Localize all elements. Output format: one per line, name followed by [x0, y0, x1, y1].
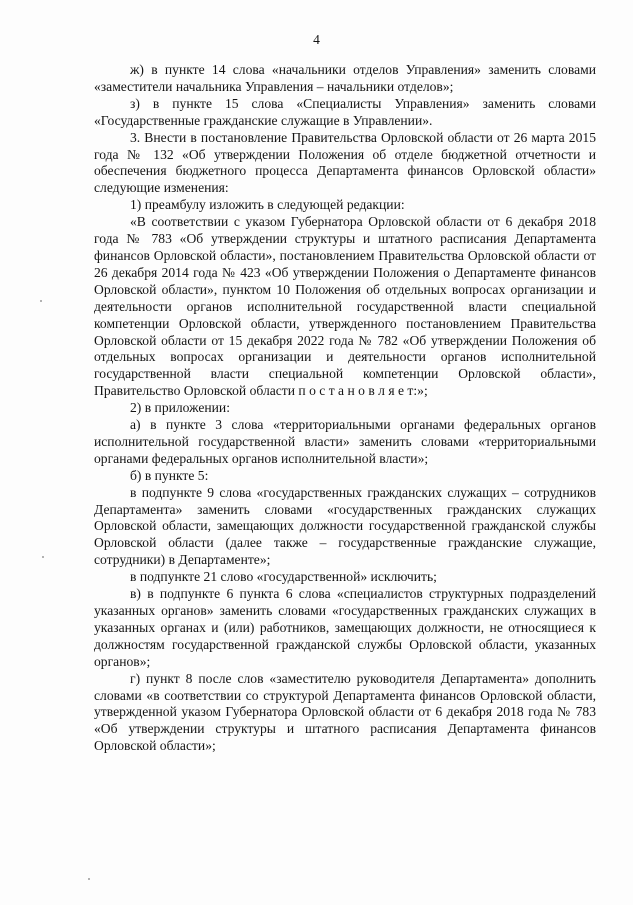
scan-speck	[42, 556, 44, 558]
paragraph-subitem-1: 1) преамбулу изложить в следующей редакции:	[130, 197, 405, 213]
paragraph-item-g: г) пункт 8 после слов «заместителю руководителя Департамента» дополнить словами «в соответствии со структурой Департамента финансов Орловской области, утвержденной указом Губернатора Орловской области от 6 декабря 2018 года № 783 «Об утверждении структуры и штатного расписания Департамента финансов Орловской области»;	[94, 670, 596, 754]
paragraph-subitem-2: 2) в приложении:	[130, 400, 230, 416]
paragraph-item-v: в) в подпункте 6 пункта 6 слова «специалистов структурных подразделений указанных органов» заменить словами «государственных гражданских служащих в указанных органах и (или) работников, замещающих должности, не относящиеся к должностям государственной гражданской службы Орловской области, указанных органов»;	[94, 586, 596, 669]
paragraph-section-3: 3. Внести в постановление Правительства Орловской области от 26 марта 2015 года № 132 «Об утверждении Положения об отделе бюджетной отчетности и обеспечения бюджетного процесса Департамента финансов Орловской области» следующие изменения:	[94, 129, 596, 196]
paragraph-item-b: б) в пункте 5:	[130, 467, 209, 483]
page-number: 4	[313, 32, 320, 47]
paragraph-item-zh: ж) в пункте 14 слова «начальники отделов Управления» заменить словами «заместители начальника Управления – начальники отделов»;	[94, 62, 596, 94]
scan-speck	[88, 878, 90, 880]
document-body	[94, 62, 596, 755]
paragraph-item-z: з) в пункте 15 слова «Специалисты Управления» заменить словами «Государственные гражданские служащие в Управлении».	[94, 95, 596, 128]
scan-speck	[40, 300, 42, 302]
paragraph-subpoint-9: в подпункте 9 слова «государственных гражданских служащих – сотрудников Департамента» заменить словами «государственных гражданских служащих Орловской области, замещающих должности государственной гражданской службы Орловской области (далее также – государственные гражданские служащие, сотрудники) в Департаменте»;	[94, 484, 596, 568]
paragraph-preamble-quote: «В соответствии с указом Губернатора Орловской области от 6 декабря 2018 года № 783 «Об утверждении структуры и штатного расписания Департамента финансов Орловской области», постановлением Правительства Орловской области от 26 декабря 2014 года № 423 «Об утверждении Положения о Департаменте финансов Орловской области», пунктом 10 Положения об отдельных вопросах организации и деятельности органов исполнительной государственной власти специальной компетенции Орловской области, утвержденного постановлением Правительства Орловской области от 15 декабря 2022 года № 782 «Об утверждении Положения об отдельных вопросах организации и деятельности органов исполнительной государственной власти специальной компетенции Орловской области», Правительство Орловской области п о с т а н о в л я е т:»;	[94, 214, 596, 399]
paragraph-item-a: а) в пункте 3 слова «территориальными органами федеральных органов исполнительной государственной власти» заменить словами «территориальными органами федеральных органов исполнительной власти»;	[94, 417, 596, 466]
paragraph-subpoint-21: в подпункте 21 слово «государственной» исключить;	[130, 569, 437, 585]
